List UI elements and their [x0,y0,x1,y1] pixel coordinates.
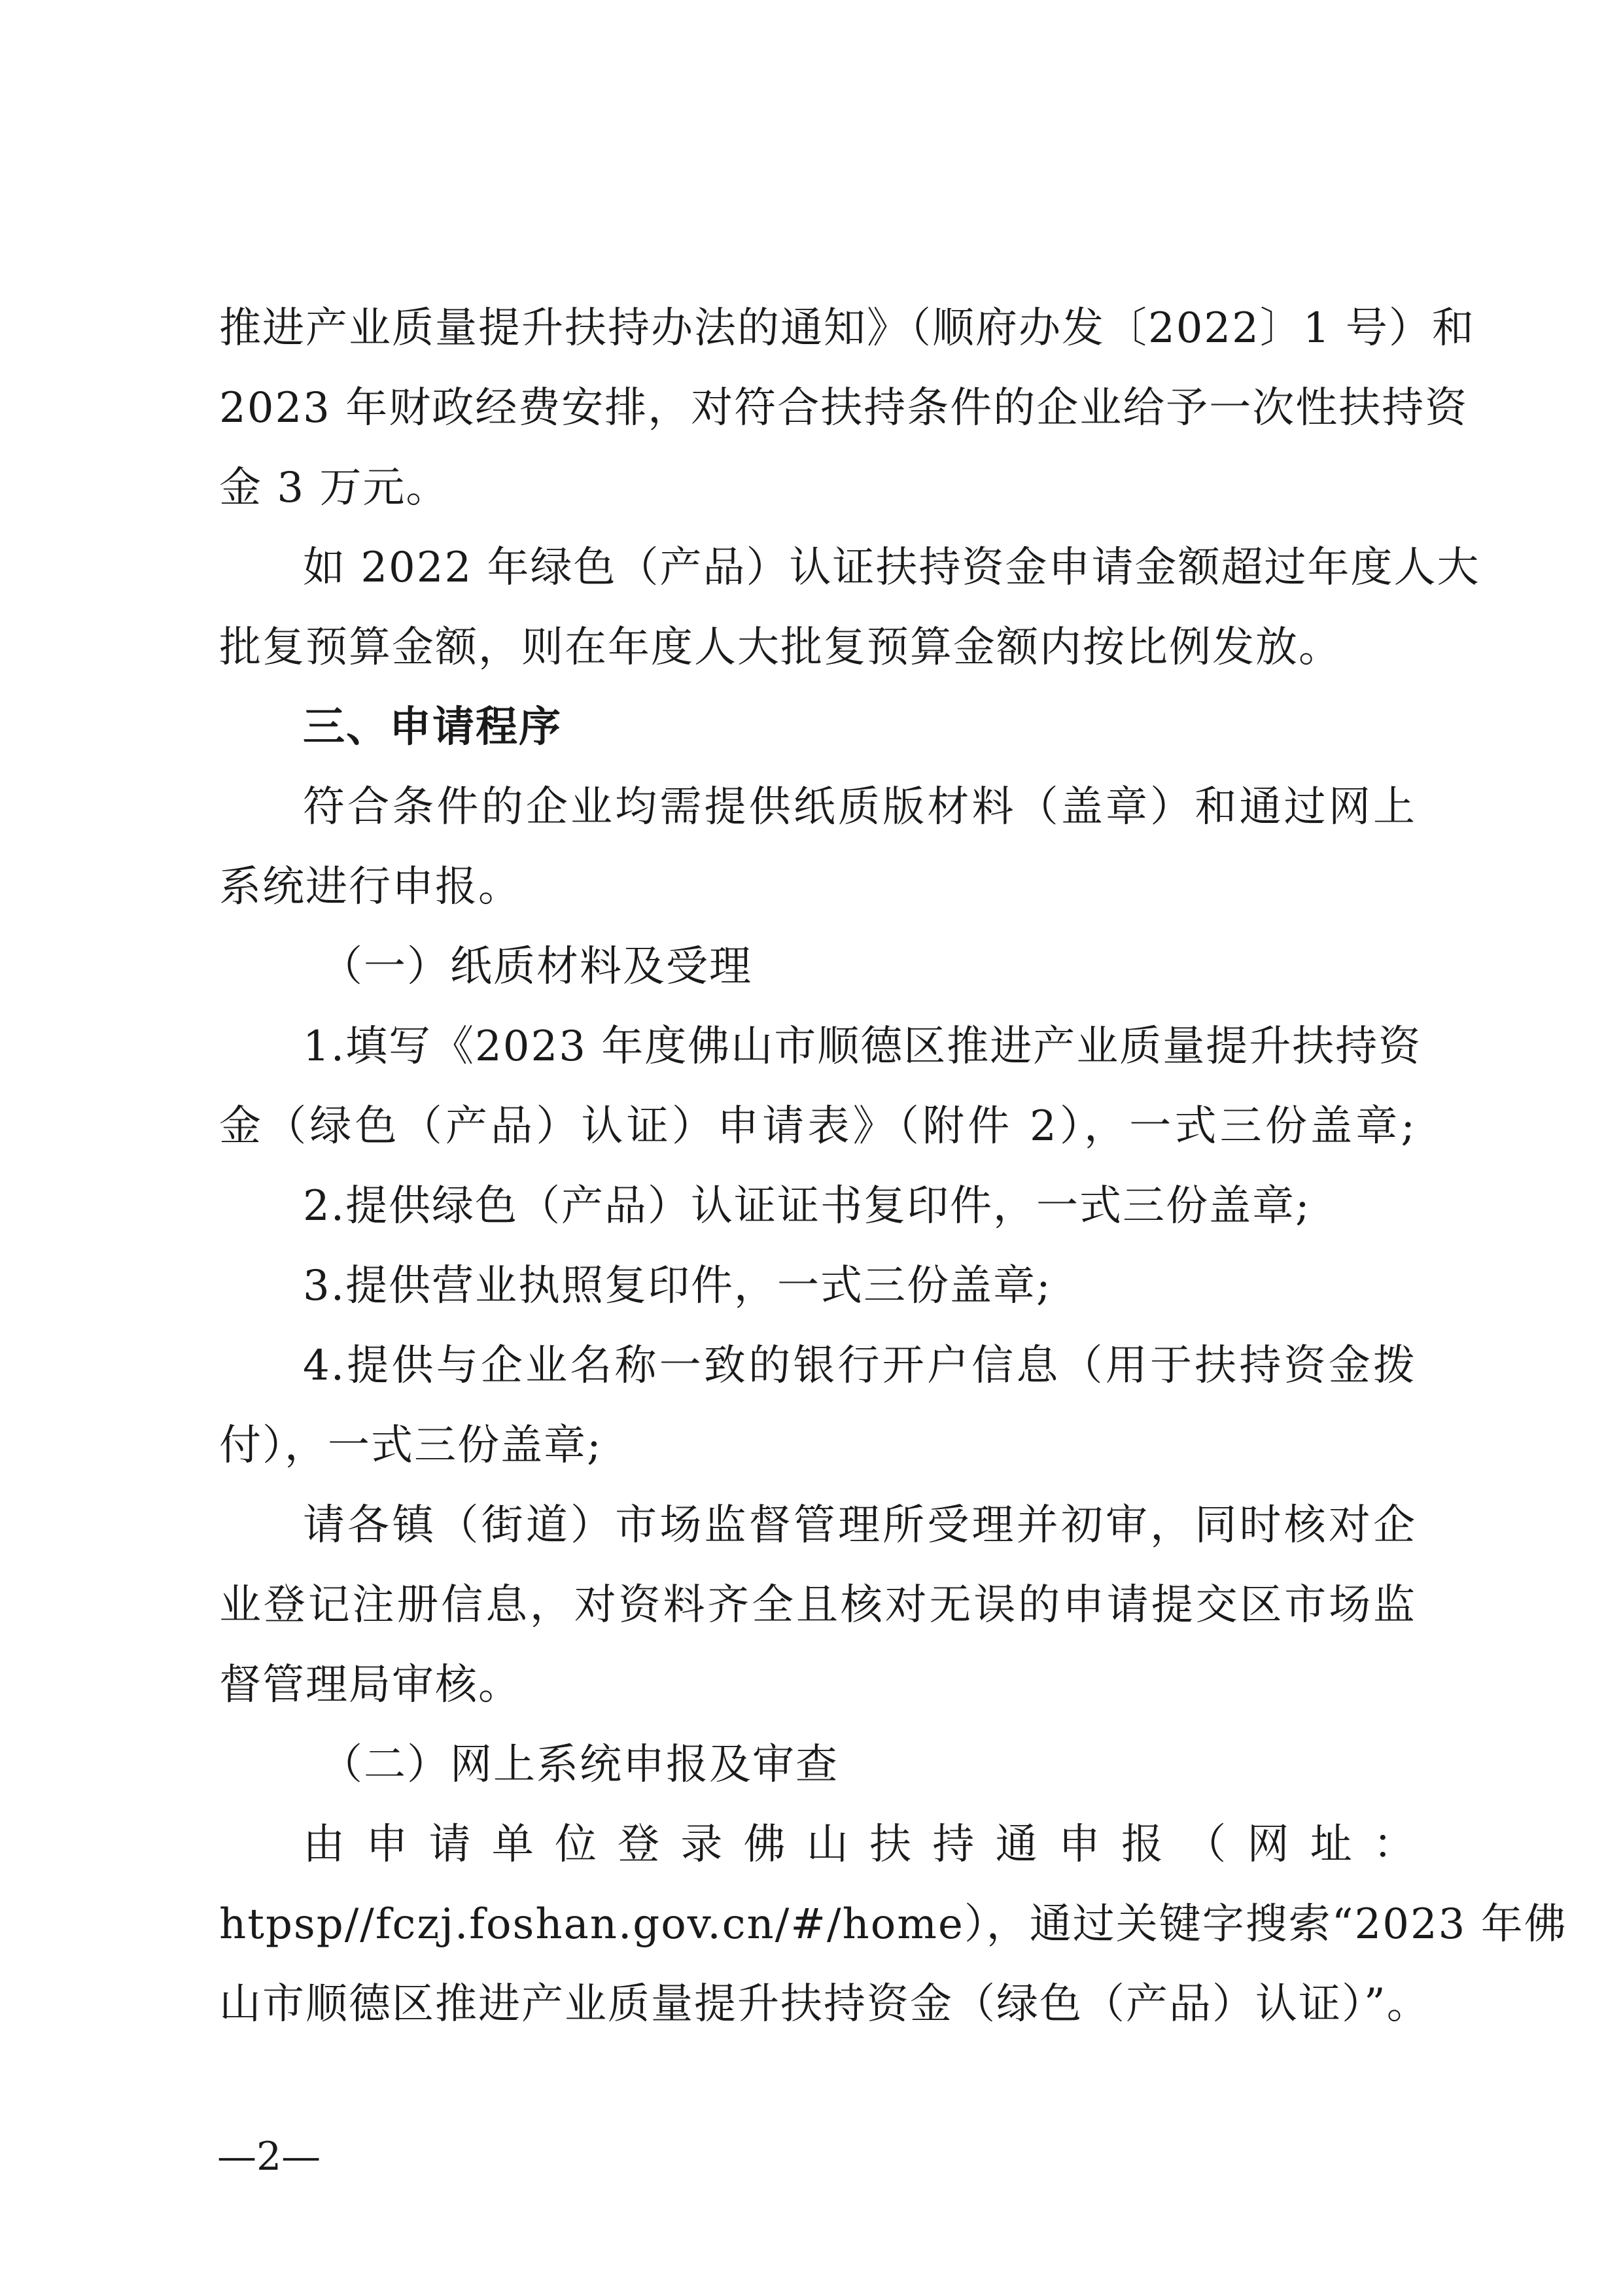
paragraph-line-16: 请各镇（街道）市场监督管理所受理并初审，同时核对企 [303,1501,1416,1550]
list-item-1-line-2: 金（绿色（产品）认证）申请表》（附件 2），一式三份盖章; [219,1102,1416,1151]
paragraph-line-8: 系统进行申报。 [219,863,521,911]
paragraph-line-17: 业登记注册信息，对资料齐全且核对无误的申请提交区市场监 [219,1581,1416,1629]
paragraph-line-5: 批复预算金额，则在年度人大批复预算金额内按比例发放。 [219,623,1342,672]
paragraph-line-21: htpsp//fczj.foshan.gov.cn/#/home），通过关键字搜索“2023 年佛 [219,1900,1567,1949]
list-item-4-line-1: 4.提供与企业名称一致的银行开户信息（用于扶持资金拨 [303,1342,1416,1390]
paragraph-line-3: 金 3 万元。 [219,464,449,512]
list-item-4-line-2: 付），一式三份盖章; [219,1421,602,1470]
list-item-2: 2.提供绿色（产品）认证证书复印件，一式三份盖章; [303,1182,1311,1230]
list-item-1-line-1: 1.填写《2023 年度佛山市顺德区推进产业质量提升扶持资 [303,1022,1422,1071]
paragraph-line-20: 由申请单位登录佛山扶持通申报（网址： [303,1820,1416,1869]
page-number: —2— [217,2134,321,2180]
paragraph-line-22: 山市顺德区推进产业质量提升扶持资金（绿色（产品）认证）”。 [219,1980,1430,2028]
paragraph-line-1: 推进产业质量提升扶持办法的通知》（顺府办发〔2022〕1 号）和 [219,304,1475,353]
section-heading-application-procedure: 三、申请程序 [303,703,562,752]
paragraph-line-2: 2023 年财政经费安排，对符合扶持条件的企业给予一次性扶持资 [219,384,1469,432]
subsection-heading-online-system: （二）网上系统申报及审查 [321,1741,839,1789]
subsection-heading-paper-materials: （一）纸质材料及受理 [321,943,752,991]
paragraph-line-18: 督管理局审核。 [219,1661,521,1709]
list-item-3: 3.提供营业执照复印件，一式三份盖章; [303,1262,1052,1310]
paragraph-line-4: 如 2022 年绿色（产品）认证扶持资金申请金额超过年度人大 [303,544,1480,592]
paragraph-line-7: 符合条件的企业均需提供纸质版材料（盖章）和通过网上 [303,783,1416,831]
